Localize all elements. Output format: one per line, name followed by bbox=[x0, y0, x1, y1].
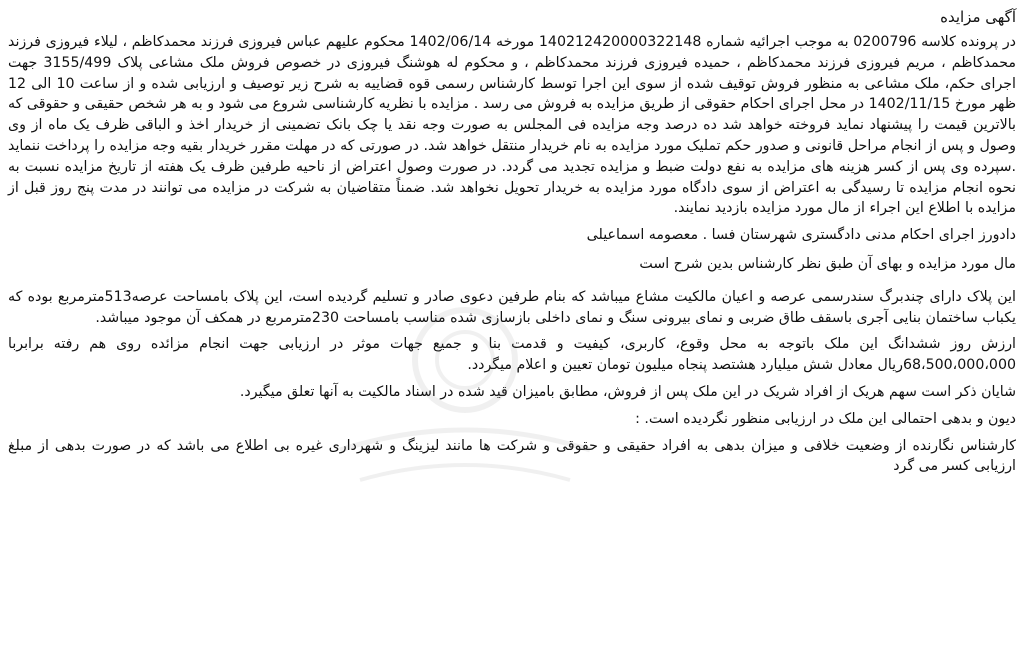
expert-disclaimer: کارشناس نگارنده از وضعیت خلافی و میزان بدهی به افراد حقیقی و حقوقی و شرکت ها مانند لیزینگ و شهرداری غیره بی اطلاع می باشد که در صورت بدهی از مبلغ ارزیابی کسر می گرد bbox=[8, 437, 1016, 475]
property-subheading: مال مورد مزایده و بهای آن طبق نظر کارشناس بدین شرح است bbox=[639, 255, 1016, 272]
property-description: این پلاک دارای چندبرگ سندرسمی عرصه و اعیان مالکیت مشاع میباشد که بنام طرفین دعوی صادر و تسلیم گردیده است، این پلاک بامساحت عرصه513مترمربع بوده که یکباب ساختمان بنایی آجری باسقف طاق ضربی و نمای بیرونی سنگ و نمای داخلی بازسازی شده مناسب بامساحت 230مترمربع در همکف آن موجود میباشد. bbox=[8, 288, 1016, 326]
notice-body-paragraph: در پرونده کلاسه 0200796 به موجب اجرائیه شماره 140212420000322148 مورخه 1402/06/14 محکوم علیهم عباس فیروزی فرزند محمدکاظم ، لیلاء فیروزی فرزند محمدکاظم ، مریم فیروزی فرزند محمدکاظم ، حمیده فیروزی فرزند محمدکاظم ، و محکوم له هوشنگ فیروزی در خصوص فروش ملک مشاعی پلاک 3155/499 جهت اجرای حکم، ملک مشاعی به منظور فروش توقیف شده از سوی این اجرا توسط کارشناس رسمی قوه قضاییه به شرح زیر توصیف و ارزیابی شده و از ساعت 10 الی 12 ظهر مورخ 1402/11/15 در محل اجرای احکام حقوقی از طریق مزایده به فروش می رسد . مزایده با نظریه کارشناسی شروع می شود و به هر شخص حقیقی و حقوقی که بالاترین قیمت را پیشنهاد نماید فروخته خواهد شد ده درصد وجه مزایده فی المجلس به صورت وجه نقد یا چک بانک تضمینی از خریدار اخذ و الباقی ظرف یک ماه از وی وصول و پس از انجام مراحل قانونی و صدور حکم تملیک مورد مزایده به نام خریدار منتقل خواهد شد. در صورتی که در مهلت مقرر خریدار بقیه وجه مزایده را پرداخت ننماید .سپرده وی پس از کسر هزینه های مزایده به نفع دولت ضبط و مزایده تجدید می گردد. در صورت وصول اعتراض از ناحیه طرفین ظرف یک هفته از تاریخ مزایده نسبت به نحوه انجام مزایده تا رسیدگی به اعتراض از سوی دادگاه مورد مزایده به خریدار تحویل نخواهد شد. ضمناً متقاضیان به شرکت در مزایده می توانند در مدت پنج روز قبل از مزایده با اطلاع این اجراء از مال مورد مزایده بازدید نمایند. bbox=[8, 34, 1017, 217]
partner-share-note: شایان ذکر است سهم هریک از افراد شریک در این ملک پس از فروش، مطابق بامیزان قید شده در اسناد مالکیت به آنها تعلق میگیرد. bbox=[239, 383, 1016, 400]
debts-note: دیون و بدهی احتمالی این ملک در ارزیابی منظور نگردیده است. : bbox=[635, 410, 1016, 427]
notice-title: آگهی مزایده bbox=[940, 8, 1016, 26]
property-valuation: ارزش روز ششدانگ این ملک باتوجه به محل وقوع، کاربری، کیفیت و قدمت بنا و جمیع جهات موثر در ارزیابی جهت انجام مزائده روی هم رفته برابربا 68،500،000،000ریال معادل شش میلیارد هشتصد پنجاه میلیون تومان تعیین و اعلام میگردد. bbox=[8, 336, 1016, 374]
signature-line: دادورز اجرای احکام مدنی دادگستری شهرستان فسا . معصومه اسماعیلی bbox=[586, 227, 1016, 244]
